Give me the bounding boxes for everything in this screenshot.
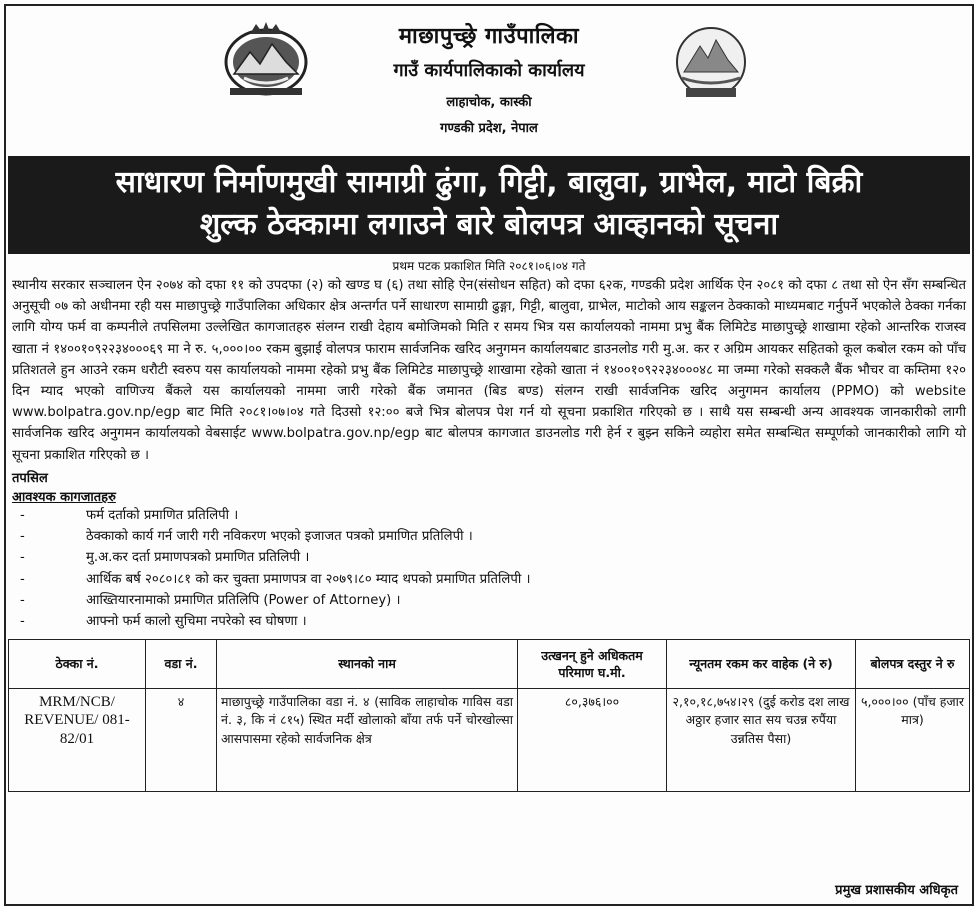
document-item: मु.अ.कर दर्ता प्रमाणपत्रको प्रमाणित प्रतिलिपी । <box>86 550 310 566</box>
header-ward-no: वडा नं. <box>146 639 217 688</box>
list-item: - मु.अ.कर दर्ता प्रमाणपत्रको प्रमाणित प्रतिलिपी । <box>20 550 310 566</box>
notice-title-line2: शुल्क ठेक्कामा लगाउने बारे बोलपत्र आव्हानको सूचना <box>199 207 779 242</box>
list-item: - आख्तियारनामाको प्रमाणित प्रतिलिपि (Power of Attorney) । <box>20 593 401 609</box>
required-documents-heading: आवश्यक कागजातहरु <box>12 489 116 505</box>
municipality-name: माछापुच्छ्रे गाउँपालिका <box>398 24 580 49</box>
document-item: आफ्नो फर्म कालो सुचिमा नपरेको स्व घोषणा । <box>86 614 307 630</box>
cell-ward-no: ४ <box>146 688 217 791</box>
header-tender-fee: बोलपत्र दस्तुर ने रु <box>856 639 970 688</box>
table-row <box>9 688 970 791</box>
document-item: आर्थिक बर्ष २०८०।८१ को कर चुक्ता प्रमाणपत्र वा २०७९।८० म्याद थपको प्रमाणित प्रतिलिपी । <box>86 571 531 587</box>
letterhead <box>6 6 972 156</box>
cell-tender-fee: ५,०००।०० (पाँच हजार मात्र) <box>856 688 970 791</box>
signatory-title: प्रमुख प्रशासकीय अधिकृत <box>835 883 958 898</box>
required-documents-list <box>6 505 972 633</box>
list-item: - आर्थिक बर्ष २०८०।८१ को कर चुक्ता प्रमाणपत्र वा २०७९।८० म्याद थपको प्रमाणित प्रतिलिपी । <box>20 571 531 587</box>
list-item: - फर्म दर्ताको प्रमाणित प्रतिलिपी । <box>20 507 239 523</box>
schedule-heading: तपसिल <box>12 470 48 486</box>
table-header-row <box>9 639 970 688</box>
office-province: गण्डकी प्रदेश, नेपाल <box>440 121 538 136</box>
cell-min-amount: २,१०,१८,७५४।२९ (दुई करोड दश लाख अठ्ठार हजार सात सय चउन्न रुपैंया उन्नतिस पैसा) <box>667 688 856 791</box>
list-item: - आफ्नो फर्म कालो सुचिमा नपरेको स्व घोषणा । <box>20 614 307 630</box>
cell-max-quantity: ८०,३७६।०० <box>518 688 667 791</box>
header-place-name: स्थानको नाम <box>217 639 518 688</box>
document-item: ठेक्काको कार्य गर्न जारी गरी नविकरण भएको इजाजत पत्रको प्रमाणित प्रतिलिपी । <box>86 529 473 545</box>
office-location: लाहाचोक, कास्की <box>446 95 532 110</box>
notice-body: स्थानीय सरकार सञ्चालन ऐन २०७४ को दफा ११ को उपदफा (२) को खण्ड घ (६) तथा सोहि ऐन(संसोधन सहित) को दफा ६२क, गण्डकी प्रदेश आर्थिक ऐन २०८१ को दफा ८ तथा सो ऐन सँग सम्बन्धित अनुसूची ०७ को अधीनमा रही यस माछापुच्छ्रे गाउँपालिका अधिकार क्षेत्र अन्तर्गत पर्ने साधारण सामाग्री ढुङ्गा, गिट्टी, बालुवा, ग्राभेल, माटोको आय सङ्कलन ठेक्काको माध्यमबाट गर्नुपर्ने भएकोले ठेक्का गर्नका लागि योग्य फर्म वा कम्पनीले तपसिलमा उल्लेखित कागजातहरु संलग्न राखी देहाय बमोजिमको मिति र समय भित्र यस कार्यालयको नाममा प्रभु बैंक लिमिटेड माछापुच्छ्रे शाखामा रहेको आन्तरिक राजस्व खाता नं १४००१०९२२३४०००६९ मा ने रु. ५,०००।०० रकम बुझाई वोलपत्र फाराम सार्वजनिक खरिद अनुगमन कार्यालयबाट डाउनलोड गरी मु.अ. कर र अग्रिम आयकर सहितको कूल कबोल रकम को पाँच प्रतिशतले हुन आउने रकम धरौटी स्वरुप यस कार्यालयको नाममा रहेको प्रभु बैंक लिमिटेड माछापुच्छ्रे शाखामा रहेको खाता नं १४००१०९२२३४०००४८ मा जम्मा गरेको सक्कलै बैंक भौचर वा कम्तिमा १२० दिन म्याद भएको वाणिज्य बैंकले यस कार्यालयको नाममा जारी गरेको बैंक जमानत (बिड बण्ड) संलग्न राखी सार्वजनिक खरिद अनुगमन कार्यालय (PPMO) को website www.bolpatra.gov.np/egp बाट मिति २०८१।०७।०४ गते दिउसो १२:०० बजे भित्र बोलपत्र पेश गर्न यो सूचना प्रकाशित गरिएको छ । साथै यस सम्बन्धी अन्य आवश्यक जानकारीको लागी सार्वजनिक खरिद अनुगमन कार्यालयको वेबसाईट www.bolpatra.gov.np/egp बाट बोलपत्र कागजात डाउनलोड गरी हेर्न र बुझ्न सकिने व्यहोरा समेत सम्बन्धित सम्पूर्णको जानकारीको लागि यो सूचना प्रकाशित गरिएको छ । <box>12 278 967 463</box>
tender-table <box>8 639 970 792</box>
notice-title-line1: साधारण निर्माणमुखी सामाग्री ढुंगा, गिट्टी, बालुवा, ग्राभेल, माटो बिक्री <box>115 165 863 200</box>
header-contract-no: ठेक्का नं. <box>9 639 146 688</box>
office-name: गाउँ कार्यपालिकाको कार्यालय <box>393 60 585 81</box>
cell-place-name: माछापुच्छ्रे गाउँपालिका वडा नं. ४ (साविक लाहाचोक गाविस वडा नं. ३, कि नं ८१५) स्थित मर्दी खोलाको बाँया तर्फ पर्ने चोरखोल्सा आसपासमा रहेको सार्वजनिक क्षेत्र <box>217 688 518 791</box>
notice-title-banner <box>8 156 970 254</box>
document-item: फर्म दर्ताको प्रमाणित प्रतिलिपी । <box>86 507 239 523</box>
municipality-logo-icon <box>672 26 750 102</box>
publication-date: प्रथम पटक प्रकाशित मिति २०८१।०६।०४ गते <box>392 259 586 273</box>
cell-contract-no: MRM/NCB/ REVENUE/ 081-82/01 <box>9 688 146 791</box>
list-item: - ठेक्काको कार्य गर्न जारी गरी नविकरण भएको इजाजत पत्रको प्रमाणित प्रतिलिपी । <box>20 529 473 545</box>
header-min-amount: न्यूनतम रकम कर वाहेक (ने रु) <box>667 639 856 688</box>
header-max-quantity: उत्खनन् हुने अधिकतम परिमाण घ.मी. <box>518 639 667 688</box>
document-item: आख्तियारनामाको प्रमाणित प्रतिलिपि (Power of Attorney) । <box>86 593 401 609</box>
letterhead-text <box>6 20 972 136</box>
notice-page <box>4 4 974 906</box>
